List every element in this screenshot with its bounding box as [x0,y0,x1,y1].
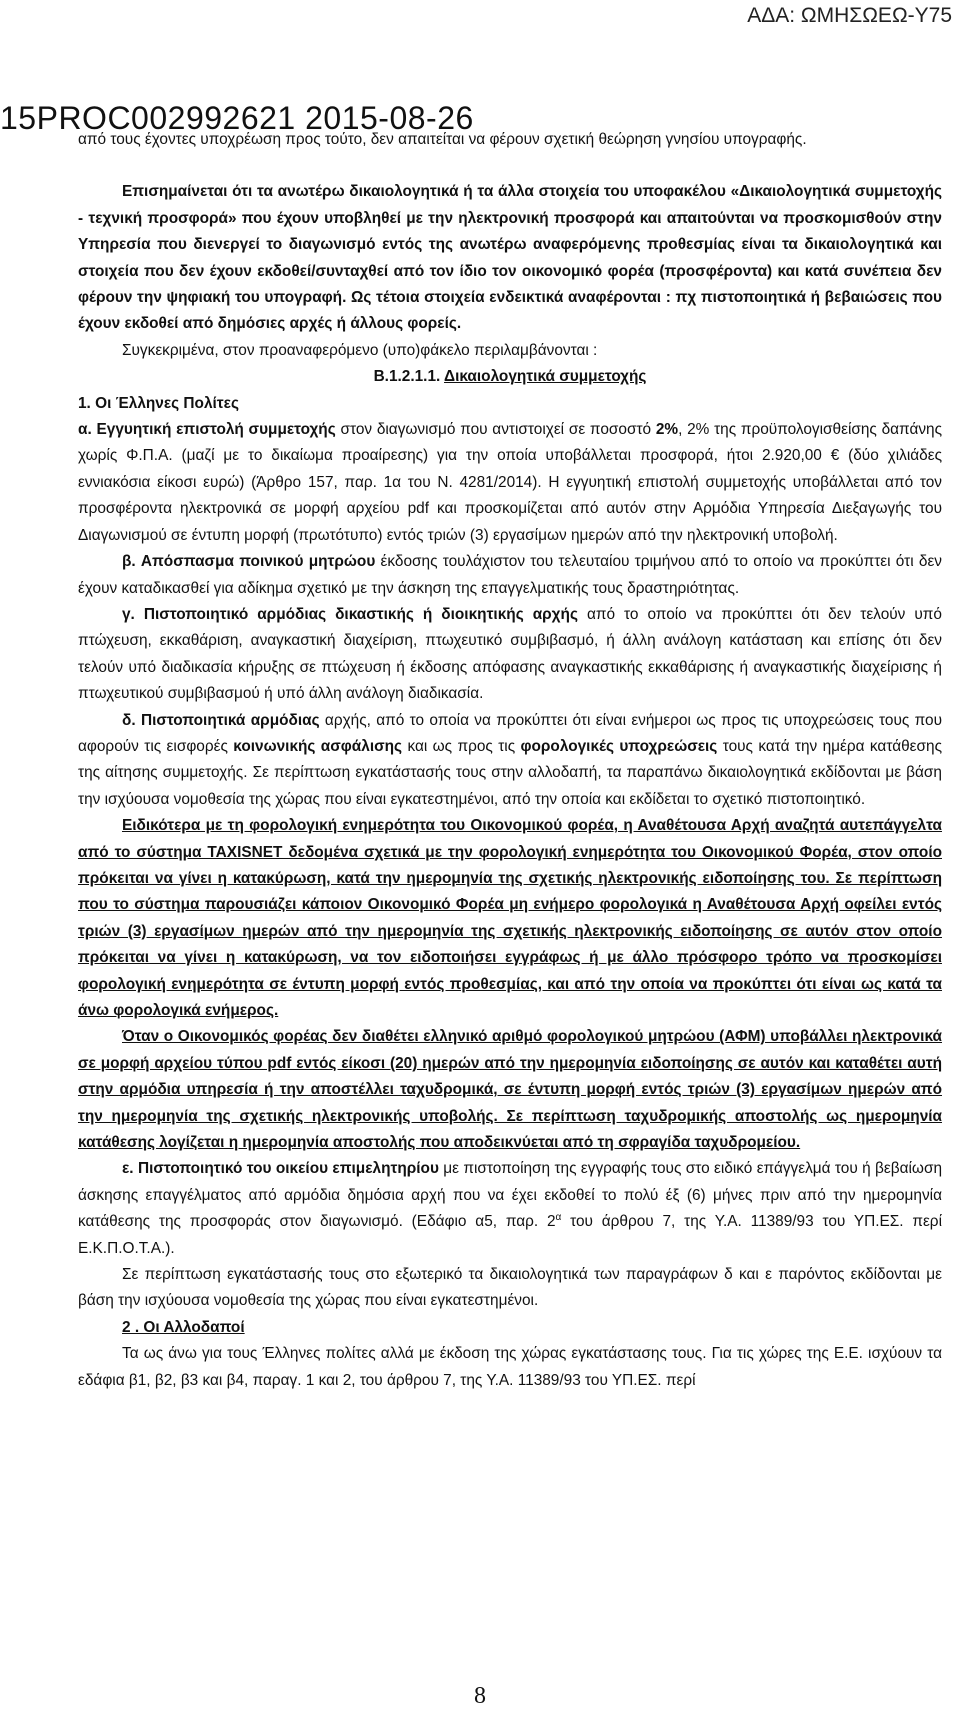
document-body [78,127,942,1394]
heading-greek-citizens: 1. Οι Έλληνες Πολίτες [78,394,239,412]
document-stamp: 15PROC002992621 2015-08-26 [0,100,474,136]
item-e-text1: με πιστοποίηση της εγγραφής τους στο ειδικό επάγγελμά του ή βεβαίωση άσκησης επαγγέλματος από αρμόδια δημόσια αρχή που να έχει εκδοθεί το πολύ έξ (6) μήνες πριν από την ημερομηνία κατάθεσης της προσφοράς στον διαγωνισμό. (Εδάφιο α5, παρ. 2 [78,1160,943,1231]
item-d-text1: αρχής, από το οποία να προκύπτει ότι είναι ενήμεροι ως προς τις υποχρεώσεις τους που αφορούν τις εισφορές [78,711,943,755]
item-b [78,549,942,602]
page-number: 8 [474,1683,486,1709]
item-c-label: γ. [122,605,135,623]
item-a-text2: , 2% της προϋπολογισθείσης δαπάνης χωρίς Φ.Π.Α. (μαζί με το δικαίωμα προαίρεσης) για την οποία υποβάλλεται προσφορά, ήτοι 2.920,00 € (δύο χιλιάδες εννιακόσια είκοσι ευρώ) (Άρθρο 157, παρ. 1α του Ν. 4281/2014). Η εγγυητική επιστολή συμμετοχής υποβάλλεται από τον προσφέροντα ηλεκτρονικά σε μορφή αρχείου pdf και προσκομίζεται από αυτόν στην Αρμόδια Υπηρεσία Διεξαγωγής του Διαγωνισμού σε έντυπη μορφή (πρωτότυπο) εντός τριών (3) εργασίμων ημερών από την ηλεκτρονική υποβολή. [78,421,943,544]
item-a-title: Εγγυητική επιστολή συμμετοχής [96,421,336,439]
item-b-label: β. [122,553,136,571]
item-d-text2: και ως προς τις [407,737,516,755]
ada-code: ΑΔΑ: ΩΜΗΣΩΕΩ-Υ75 [747,4,952,27]
item-d-label: δ. [122,711,136,729]
item-e-text2: του άρθρου 7, της Υ.Α. 11389/93 του ΥΠ.ΕΣ. περί Ε.Κ.Π.Ο.Τ.Α.). [78,1213,942,1257]
item-d-text3: τους κατά την ημέρα κατάθεσης της αίτησης συμμετοχής. Σε περίπτωση εγκατάστασής τους στην αλλοδαπή, τα παραπάνω δικαιολογητικά εκδίδονται με βάση την ισχύουσα νομοθεσία της χώρας που είναι εγκατεστημένοι, από την οποία και εκδίδεται το σχετικό πιστοποιητικό. [78,737,942,808]
heading-foreigners: 2 . Οι Αλλοδαποί [122,1318,245,1336]
item-d-social-security: κοινωνικής ασφάλισης [233,737,403,755]
item-a-text1: στον διαγωνισμό που αντιστοιχεί σε ποσοστό [340,421,652,439]
paragraph-intro: Συγκεκριμένα, στον προαναφερόμενο (υπο)φάκελο περιλαμβάνονται : [122,341,598,359]
item-e-label: ε. [122,1160,134,1178]
paragraph-notice: Επισημαίνεται ότι τα ανωτέρω δικαιολογητικά ή τα άλλα στοιχεία του υποφακέλου «Δικαιολογητικά συμμετοχής - τεχνική προσφορά» που έχουν υποβληθεί με την ηλεκτρονική προσφορά και απαιτούνται να προσκομισθούν στην Υπηρεσία που διενεργεί το διαγωνισμό εντός της ανωτέρω αναφερόμενης προθεσμίας είναι τα δικαιολογητικά και στοιχεία που δεν έχουν εκδοθεί/συνταχθεί από τον ίδιο τον οικονομικό φορέα (προσφέροντα) και κατά συνέπεια δεν φέρουν την ψηφιακή του υπογραφή. Ως τέτοια στοιχεία ενδεικτικά αναφέρονται : πχ πιστοποιητικά ή βεβαιώσεις που έχουν εκδοθεί από δημόσιες αρχές ή άλλους φορείς. [78,183,942,333]
item-d [78,708,942,814]
item-c-title: Πιστοποιητικό αρμόδιας δικαστικής ή διοικητικής αρχής [143,605,578,623]
item-c [78,602,942,708]
section-heading [78,364,942,390]
item-b-title: Απόσπασμα ποινικού μητρώου [140,553,376,571]
paragraph-continued: από τους έχοντες υποχρέωση προς τούτο, δεν απαιτείται να φέρουν σχετική θεώρηση γνησίου υπογραφής. [78,131,807,148]
section-title: Δικαιολογητικά συμμετοχής [444,368,647,386]
item-e-title: Πιστοποιητικό του οικείου επιμελητηρίου [137,1160,439,1178]
item-d-title: Πιστοποιητικά αρμόδιας [140,711,320,729]
item-d-tax-obligations: φορολογικές υποχρεώσεις [520,737,718,755]
section-number: Β.1.2.1.1. [373,368,441,386]
paragraph-no-afm: Όταν ο Οικονομικός φορέας δεν διαθέτει ελληνικό αριθμό φορολογικού μητρώου (ΑΦΜ) υποβάλλει ηλεκτρονικά σε μορφή αρχείου τύπου pdf εντός είκοσι (20) ημερών από την ημερομηνία ειδοποίησης σε αυτόν και καταθέτει αυτή στην αρμόδια υπηρεσία ή την αποστέλλει ταχυδρομικά, σε έντυπη μορφή εντός τριών (3) εργασίμων ημερών από την ημερομηνία της σχετικής ηλεκτρονικής υποβολής. Σε περίπτωση ταχυδρομικής αποστολής ως ημερομηνία κατάθεσης λογίζεται η ημερομηνία αποστολής που αποδεικνύεται από τη σφραγίδα ταχυδρομείου. [78,1028,942,1152]
item-a-label: α. [78,421,92,439]
item-a-percent: 2% [655,421,679,439]
item-e [78,1156,942,1262]
item-a [78,417,942,549]
item-c-text: από το οποίο να προκύπτει ότι δεν τελούν υπό πτώχευση, εκκαθάριση, αναγκαστική διαχείριση, πτωχευτικό συμβιβασμό, ή άλλη ανάλογη κατάσταση και επίσης ότι δεν τελούν υπό διαδικασία κήρυξης σε πτώχευση ή έκδοσης απόφασης αναγκαστικής εκκαθάρισης ή αναγκαστικής διαχείρισης ή πτωχευτικού συμβιβασμού ή υπό άλλη ανάλογη διαδικασία. [78,605,942,703]
paragraph-tax-clearance: Ειδικότερα με τη φορολογική ενημερότητα του Οικονομικού φορέα, η Αναθέτουσα Αρχή αναζητά αυτεπάγγελτα από το σύστημα TAXISNET δεδομένα σχετικά με την φορολογική ενημερότητα του Οικονομικού Φορέα, στον οποίο πρόκειται να γίνει η κατακύρωση, κατά την ημερομηνία της σχετικής ηλεκτρονικής ειδοποίησης του. Σε περίπτωση που το σύστημα παρουσιάζει κάποιον Οικονομικό Φορέα μη ενήμερο φορολογικά η Αναθέτουσα Αρχή οφείλει εντός τριών (3) εργασίμων ημερών από την ημερομηνία της σχετικής ηλεκτρονικής ειδοποίησης σε αυτόν στον οποίο πρόκειται να γίνει η κατακύρωση, να τον ειδοποιήσει εγγράφως ή με άλλο πρόσφορο τρόπο να προσκομίσει φορολογική ενημερότητα σε έντυπη μορφή εντός προθεσμίας, και από την οποία να προκύπτει ότι είναι ως κατά τα άνω φορολογικά ενήμερος. [78,817,942,1019]
item-e-superscript: α [555,1212,562,1224]
paragraph-foreigners: Τα ως άνω για τους Έλληνες πολίτες αλλά με έκδοση της χώρας εγκατάστασης τους. Για τις χώρες της Ε.Ε. ισχύουν τα εδάφια β1, β2, β3 και β4, παραγ. 1 και 2, του άρθρου 7, της Υ.Α. 11389/93 του ΥΠ.ΕΣ. περί [78,1345,942,1389]
item-b-text: έκδοσης τουλάχιστον του τελευταίου τριμήνου από το οποίο να προκύπτει ότι δεν έχουν καταδικασθεί για αδίκημα σχετικό με την άσκηση της επαγγελματικής τους δραστηριότητας. [78,553,942,597]
paragraph-abroad: Σε περίπτωση εγκατάστασής τους στο εξωτερικό τα δικαιολογητικά των παραγράφων δ και ε παρόντος εκδίδονται με βάση την ισχύουσα νομοθεσία της χώρας που είναι εγκατεστημένοι. [78,1266,942,1310]
